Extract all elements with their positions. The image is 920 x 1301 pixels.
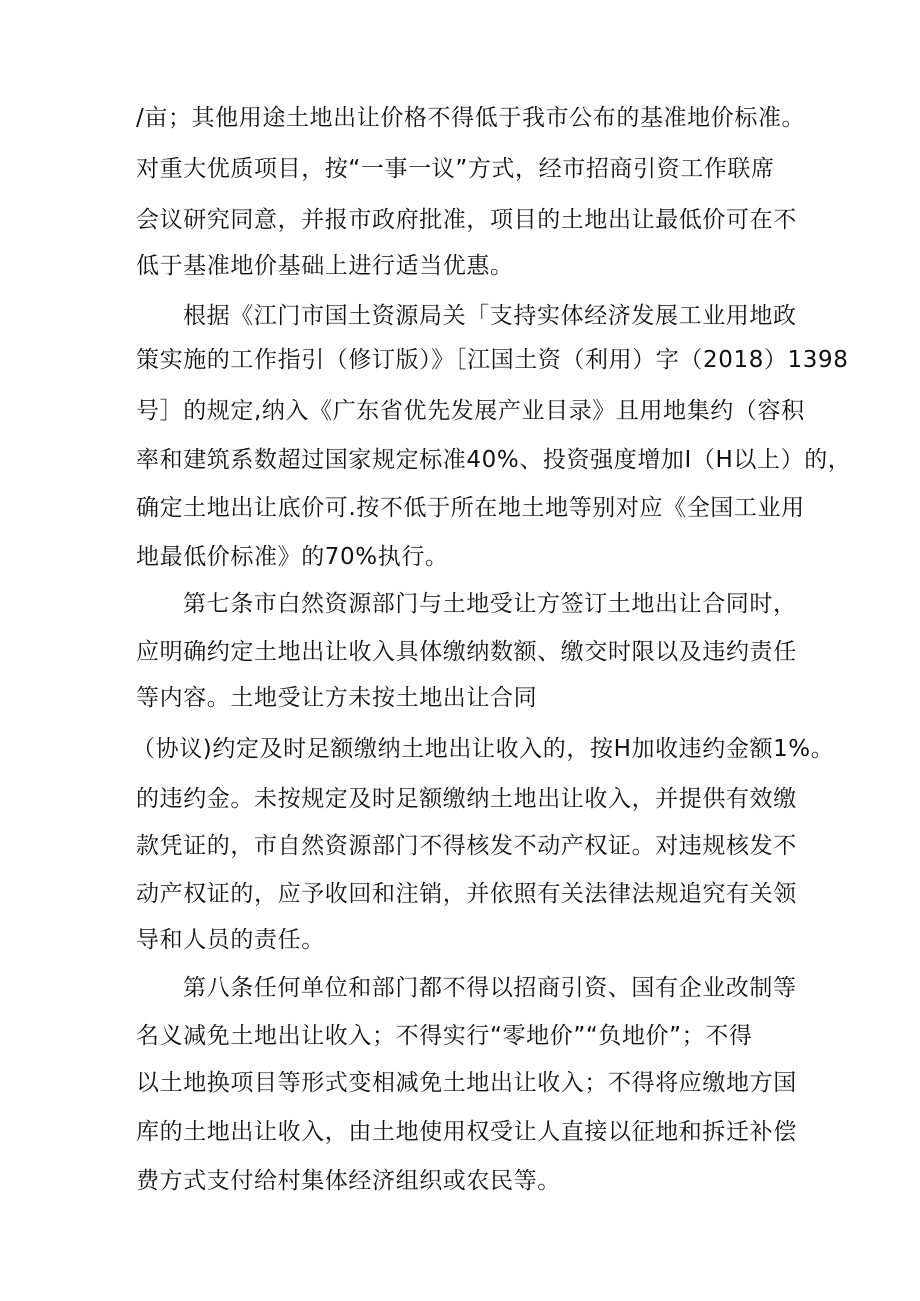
text-line: 会议研究同意，并报市政府批准，项目的土地出让最低价可在不 — [136, 207, 797, 233]
text-line: （协议)约定及时足额缴纳土地出让收入的，按H加收违约金额1%。 — [132, 736, 835, 762]
text-line: 第七条市白然资源部门与土地受让方签订土地出让合同时， — [183, 591, 797, 617]
text-line: 率和建筑系数超过国家规定标准40%、投资强度增加I（H以上）的， — [136, 447, 852, 473]
text-line: 应明确约定土地出让收入具体缴纳数额、缴交时限以及违约责任 — [136, 639, 797, 665]
text-line: 库的土地出让收入，由土地使用权受让人直接以征地和拆迁补偿 — [136, 1119, 797, 1145]
text-line: 款凭证的，市自然资源部门不得核发不动产权证。对违规核发不 — [136, 833, 797, 859]
text-line: 策实施的工作指引（修订版）》［江国土资（利用）字（2018）1398 — [136, 347, 849, 373]
text-line: /亩；其他用途土地出让价格不得低于我市公布的基准地价标准。 — [136, 105, 806, 131]
text-line: 等内容。土地受让方未按土地出让合同 — [136, 685, 538, 711]
text-line: 确定土地出让底价可.按不低于所在地土地等别对应《全国工业用 — [136, 495, 805, 521]
text-line: 地最低价标准》的70%执行。 — [136, 544, 449, 570]
text-line: 导和人员的责任。 — [136, 927, 325, 953]
text-line: 根据《江门市国土资源局关「支持实体经济发展工业用地政 — [183, 303, 797, 329]
text-line: 以土地换项目等形式变相减免土地出让收入；不得将应缴地方国 — [136, 1070, 797, 1096]
text-line: 费方式支付给村集体经济组织或农民等。 — [136, 1168, 561, 1194]
text-line: 低于基准地价基础上进行适当优惠。 — [136, 253, 514, 279]
text-line: 第八条任何单位和部门都不得以招商引资、国有企业改制等 — [183, 975, 797, 1001]
text-line: 名义减免土地出让收入；不得实行“零地价”“负地价”；不得 — [136, 1023, 753, 1049]
text-line: 对重大优质项目，按“一事一议”方式，经市招商引资工作联席 — [136, 156, 775, 182]
text-line: 动产权证的，应予收回和注销，并依照有关法律法规追究有关领 — [136, 881, 797, 907]
text-line: 的违约金。未按规定及时足额缴纳土地出让收入，并提供有效缴 — [136, 786, 797, 812]
text-line: 号］的规定,纳入《广东省优先发展产业目录》且用地集约（容积 — [136, 398, 805, 424]
